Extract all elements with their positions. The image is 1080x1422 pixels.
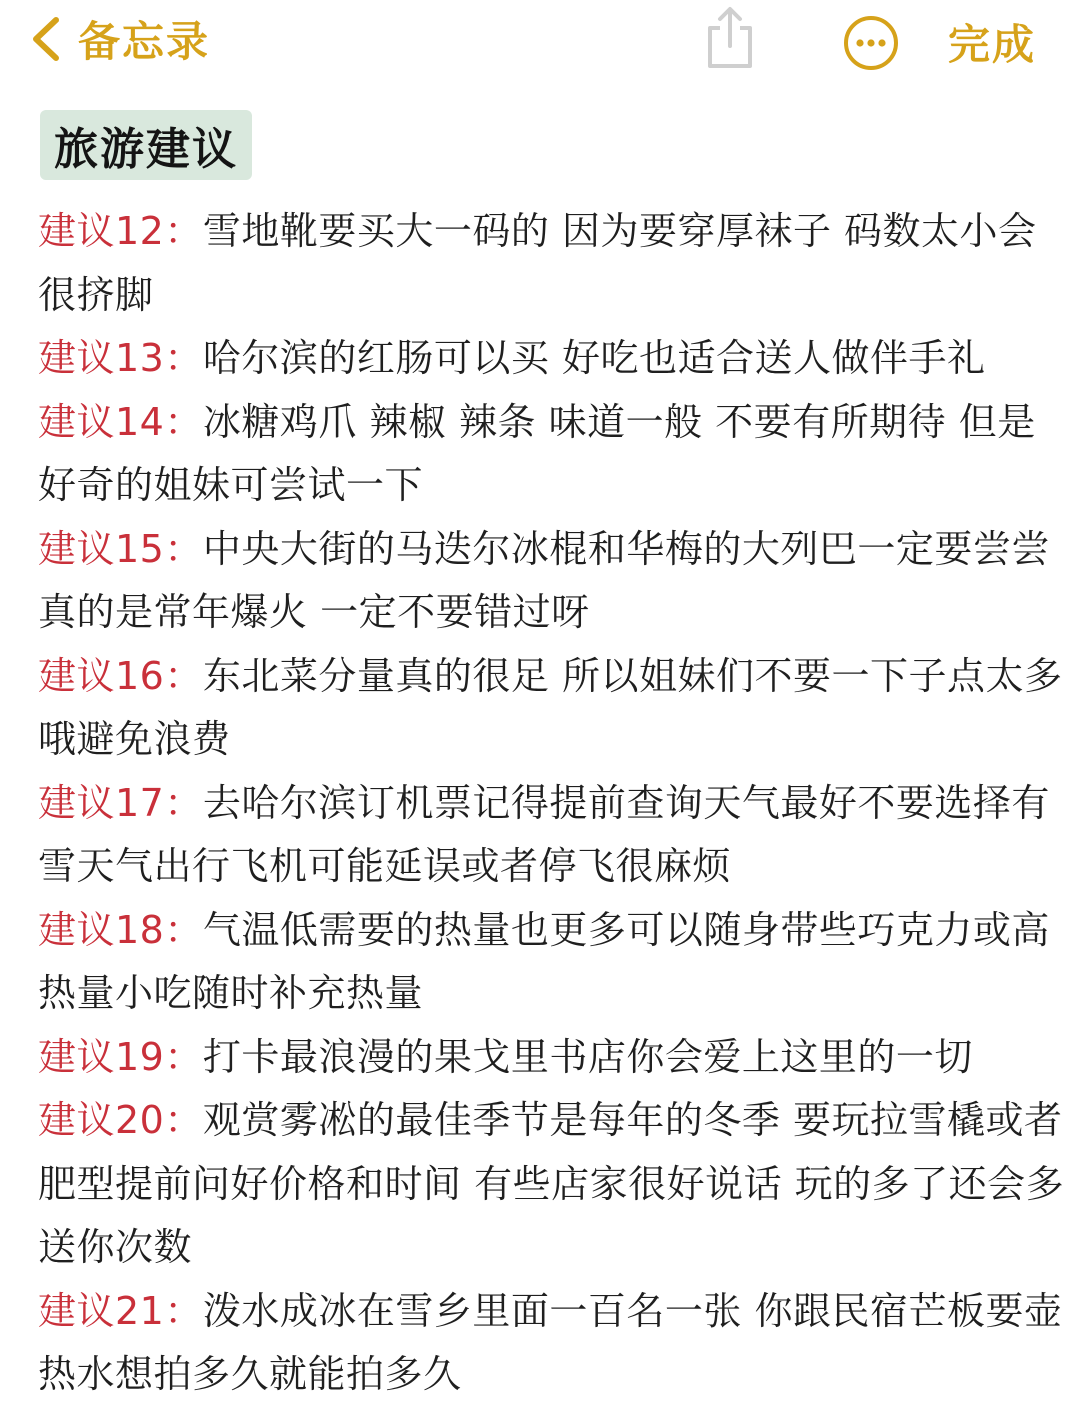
back-button[interactable]	[26, 8, 210, 70]
tip-label: 建议17：	[38, 780, 203, 825]
tip-label: 建议21：	[38, 1288, 203, 1333]
tip-item	[38, 1026, 1068, 1090]
note-body[interactable]	[38, 200, 1068, 1407]
note-title-text: 旅游建议	[54, 124, 238, 175]
tip-text: 哈尔滨的红肠可以买 好吃也适合送人做伴手礼	[202, 336, 986, 380]
tip-text: 雪地靴要买大一码的 因为要穿厚袜子 码数太小会很挤脚	[38, 209, 1037, 317]
tip-text: 打卡最浪漫的果戈里书店你会爱上这里的一切	[202, 1034, 973, 1079]
tip-label: 建议20：	[38, 1098, 203, 1142]
tip-text: 观赏雾凇的最佳季节是每年的冬季 要玩拉雪橇或者肥型提前问好价格和时间 有些店家很好说话 玩的多了还会多送你次数	[38, 1098, 1065, 1269]
tip-text: 中央大街的马迭尔冰棍和华梅的大列巴一定要尝尝真的是常年爆火 一定不要错过呀	[38, 526, 1050, 634]
tip-item	[38, 518, 1068, 645]
tip-label: 建议12：	[38, 209, 203, 253]
tip-label: 建议15：	[38, 526, 203, 571]
back-label: 备忘录	[78, 17, 211, 66]
tip-item	[38, 391, 1068, 518]
tip-label: 建议16：	[38, 653, 203, 698]
chevron-left-icon	[26, 14, 66, 64]
share-icon[interactable]	[700, 4, 760, 70]
tip-text: 泼水成冰在雪乡里面一百名一张 你跟民宿芒板要壶热水想拍多久就能拍多久	[38, 1288, 1063, 1396]
tip-item	[38, 772, 1068, 899]
tip-text: 东北菜分量真的很足 所以姐妹们不要一下子点太多哦避免浪费	[38, 653, 1063, 761]
tip-label: 建议14：	[38, 399, 203, 444]
tip-label: 建议18：	[38, 907, 203, 952]
tip-item	[38, 200, 1068, 327]
tip-text: 冰糖鸡爪 辣椒 辣条 味道一般 不要有所期待 但是好奇的姐妹可尝试一下	[38, 399, 1036, 507]
tip-label: 建议13：	[38, 336, 203, 380]
tip-item	[38, 1280, 1068, 1407]
navigation-bar	[0, 0, 1080, 82]
tip-item	[38, 645, 1068, 772]
tip-item	[38, 899, 1068, 1026]
tip-item	[38, 327, 1068, 391]
done-button[interactable]: 完成	[948, 20, 1037, 69]
tip-label: 建议19：	[38, 1034, 203, 1079]
tip-item	[38, 1089, 1068, 1280]
tip-text: 去哈尔滨订机票记得提前查询天气最好不要选择有雪天气出行飞机可能延误或者停飞很麻烦	[38, 780, 1050, 888]
more-circle-icon[interactable]	[842, 14, 900, 72]
note-title[interactable]	[40, 110, 252, 180]
tip-text: 气温低需要的热量也更多可以随身带些巧克力或高热量小吃随时补充热量	[38, 907, 1050, 1015]
